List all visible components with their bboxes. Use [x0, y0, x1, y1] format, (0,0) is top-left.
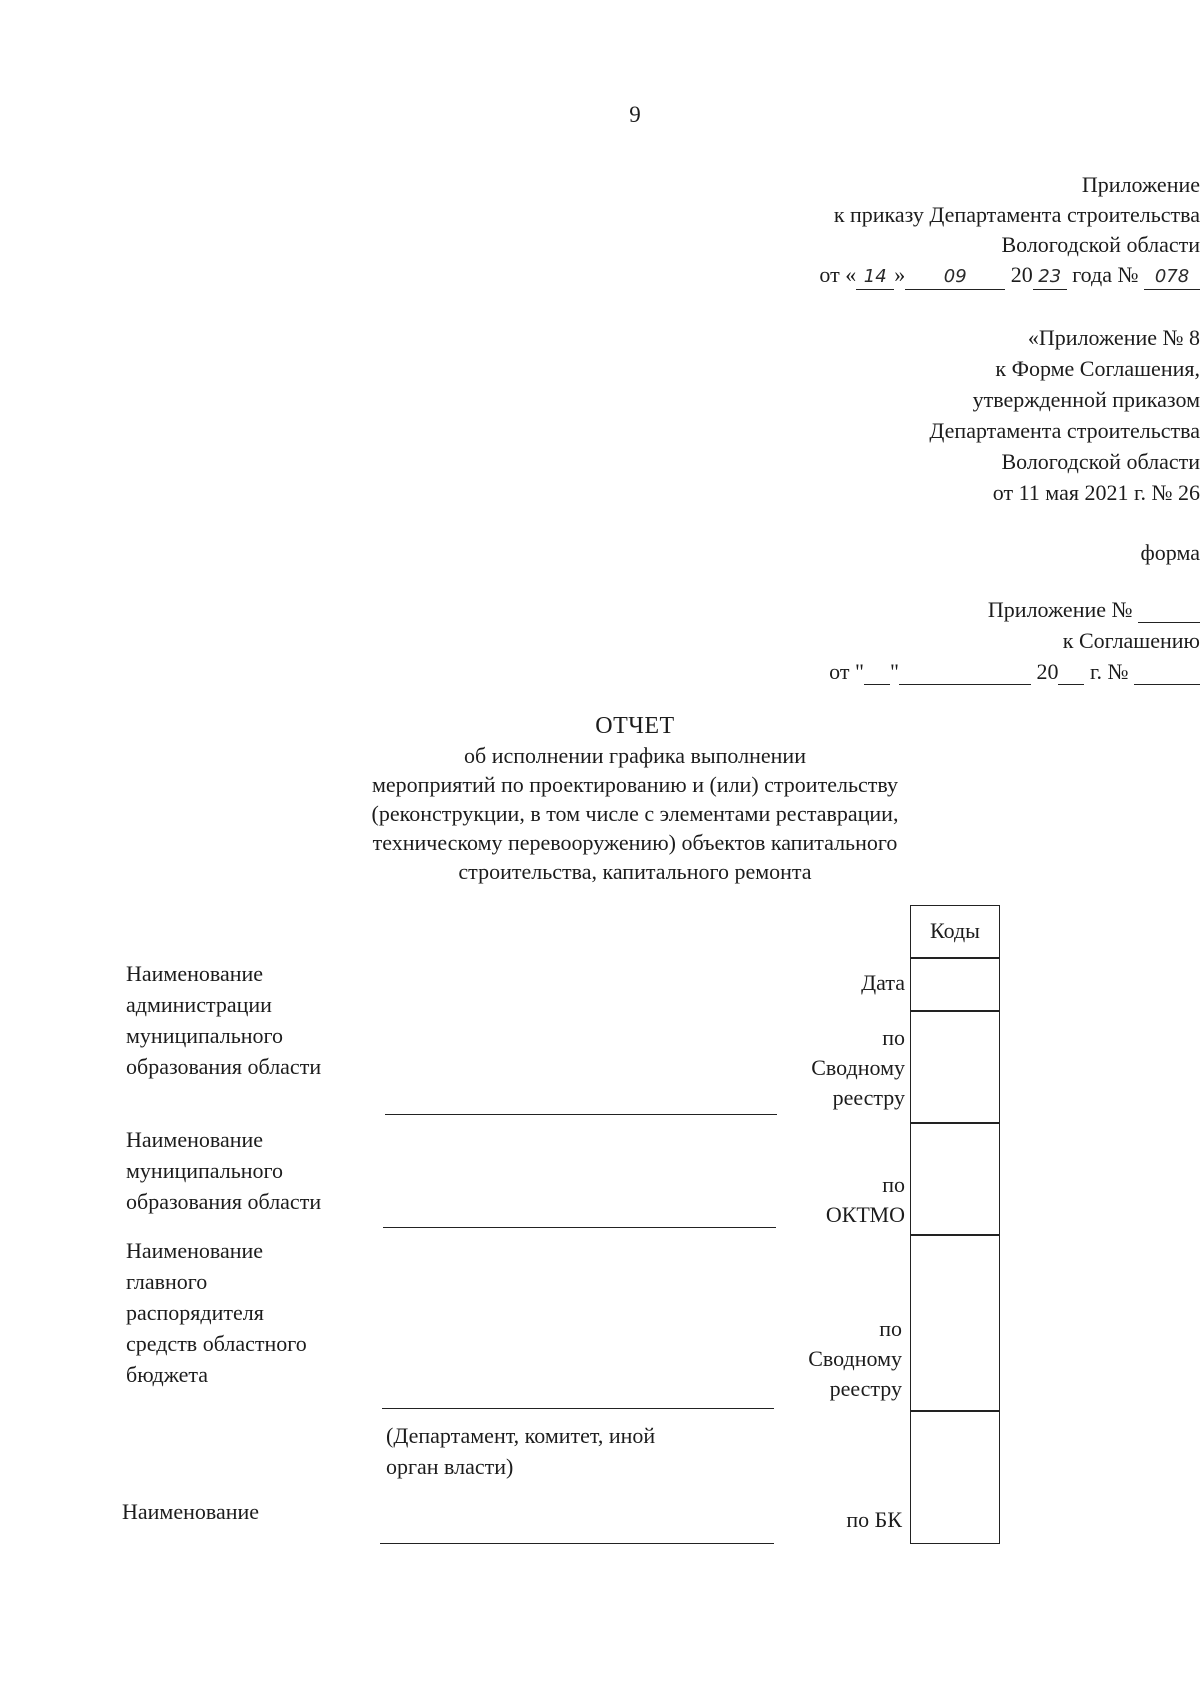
appendix-form-line: утвержденной приказом — [972, 387, 1200, 412]
appendix-form-line: «Приложение № 8 — [1027, 325, 1200, 350]
agreement-date-mid: " — [889, 659, 899, 684]
report-subtitle-line: об исполнении графика выполнении — [464, 743, 806, 768]
appendix-order-line2: к приказу Департамента строительства — [833, 202, 1200, 227]
form-label: форма — [1140, 540, 1200, 565]
agreement-month-blank[interactable] — [899, 660, 1031, 685]
report-subtitle-line: (реконструкции, в том числе с элементами реставрации, — [371, 801, 899, 826]
authority-note-line: орган власти) — [386, 1454, 514, 1479]
date-month: 09 — [905, 265, 1005, 290]
field-label-line: распорядителя — [126, 1300, 264, 1325]
code-cell-date[interactable] — [910, 957, 1000, 1012]
label-line: ОКТМО — [825, 1202, 905, 1227]
field-label-line: Наименование — [126, 1238, 264, 1263]
field-label-line: администрации — [126, 992, 272, 1017]
appendix-order-date-line — [72, 260, 1200, 290]
agreement-number-blank[interactable] — [1134, 660, 1200, 685]
label-line: по — [882, 1172, 905, 1197]
report-title: ОТЧЕТ — [595, 713, 675, 739]
appendix-number-label: Приложение № — [987, 597, 1133, 622]
codes-header: Коды — [910, 905, 1000, 959]
code-cell-oktmo[interactable] — [910, 1122, 1000, 1236]
administration-input-line[interactable] — [385, 1114, 777, 1115]
label-date: Дата — [861, 970, 905, 995]
code-cell-bk[interactable] — [910, 1410, 1000, 1544]
agreement-year-prefix: 20 — [1036, 659, 1059, 684]
order-number: 078 — [1144, 265, 1200, 290]
report-title-block — [0, 712, 1200, 886]
label-svodny-reestr-2 — [742, 1314, 902, 1404]
appendix-form-header — [75, 322, 1200, 508]
appendix-agreement-header — [77, 594, 1200, 687]
agreement-year-blank[interactable] — [1058, 660, 1084, 685]
label-line: реестру — [829, 1376, 902, 1401]
date-prefix: от « — [819, 262, 857, 287]
appendix-form-line: к Форме Соглашения, — [995, 356, 1200, 381]
label-line: по — [882, 1025, 905, 1050]
label-line: по — [879, 1316, 902, 1341]
field-label-line: средств областного — [126, 1331, 307, 1356]
field-label-line: бюджета — [126, 1362, 209, 1387]
number-label: года № — [1072, 262, 1139, 287]
field-label-name — [122, 1496, 259, 1527]
agreement-date-prefix: от " — [829, 659, 864, 684]
authority-note — [386, 1420, 655, 1482]
appendix-order-line3: Вологодской области — [1001, 232, 1200, 257]
field-label-line: Наименование — [126, 961, 264, 986]
chief-administrator-input-line[interactable] — [382, 1408, 774, 1409]
agreement-number-label: г. № — [1089, 659, 1129, 684]
appendix-agreement-line1 — [77, 594, 1200, 625]
appendix-order-header — [72, 170, 1200, 290]
municipality-input-line[interactable] — [383, 1227, 776, 1228]
label-line: реестру — [832, 1085, 905, 1110]
field-label-line: муниципального — [126, 1023, 284, 1048]
code-cell-svodny-reestr-2[interactable] — [910, 1234, 1000, 1412]
appendix-order-line1: Приложение — [1081, 172, 1200, 197]
agreement-day-blank[interactable] — [864, 660, 890, 685]
field-label-administration — [126, 958, 321, 1082]
page-number: 9 — [629, 102, 641, 127]
appendix-agreement-line2: к Соглашению — [1062, 628, 1200, 653]
field-label-line: Наименование — [126, 1127, 264, 1152]
name-input-line[interactable] — [380, 1543, 774, 1544]
field-label-chief-administrator — [126, 1235, 307, 1390]
date-mid: » — [894, 262, 906, 287]
field-label-line: Наименование — [122, 1499, 260, 1524]
report-subtitle-line: мероприятий по проектированию и (или) строительству — [371, 772, 898, 797]
authority-note-line: (Департамент, комитет, иной — [386, 1423, 656, 1448]
appendix-form-line: Департамента строительства — [929, 418, 1200, 443]
field-label-line: главного — [126, 1269, 208, 1294]
field-label-municipality — [126, 1124, 321, 1217]
year-suffix: 23 — [1033, 265, 1067, 290]
label-oktmo — [745, 1170, 905, 1230]
appendix-form-line: от 11 мая 2021 г. № 26 — [992, 480, 1200, 505]
report-subtitle-line: строительства, капитального ремонта — [458, 859, 812, 884]
field-label-line: муниципального — [126, 1158, 284, 1183]
label-svodny-reestr-1 — [745, 1023, 905, 1113]
label-line: Сводному — [811, 1055, 905, 1080]
label-line: Сводному — [808, 1346, 902, 1371]
appendix-agreement-date-line — [77, 656, 1200, 687]
codes-table — [910, 905, 1002, 1550]
report-subtitle-line: техническому перевооружению) объектов капитального — [372, 830, 898, 855]
appendix-number-blank[interactable] — [1138, 598, 1200, 623]
field-label-line: образования области — [126, 1054, 322, 1079]
date-day: 14 — [856, 265, 894, 290]
appendix-form-line: Вологодской области — [1001, 449, 1200, 474]
year-prefix: 20 — [1010, 262, 1033, 287]
field-label-line: образования области — [126, 1189, 322, 1214]
code-cell-svodny-reestr-1[interactable] — [910, 1010, 1000, 1124]
label-bk: по БК — [846, 1507, 902, 1532]
